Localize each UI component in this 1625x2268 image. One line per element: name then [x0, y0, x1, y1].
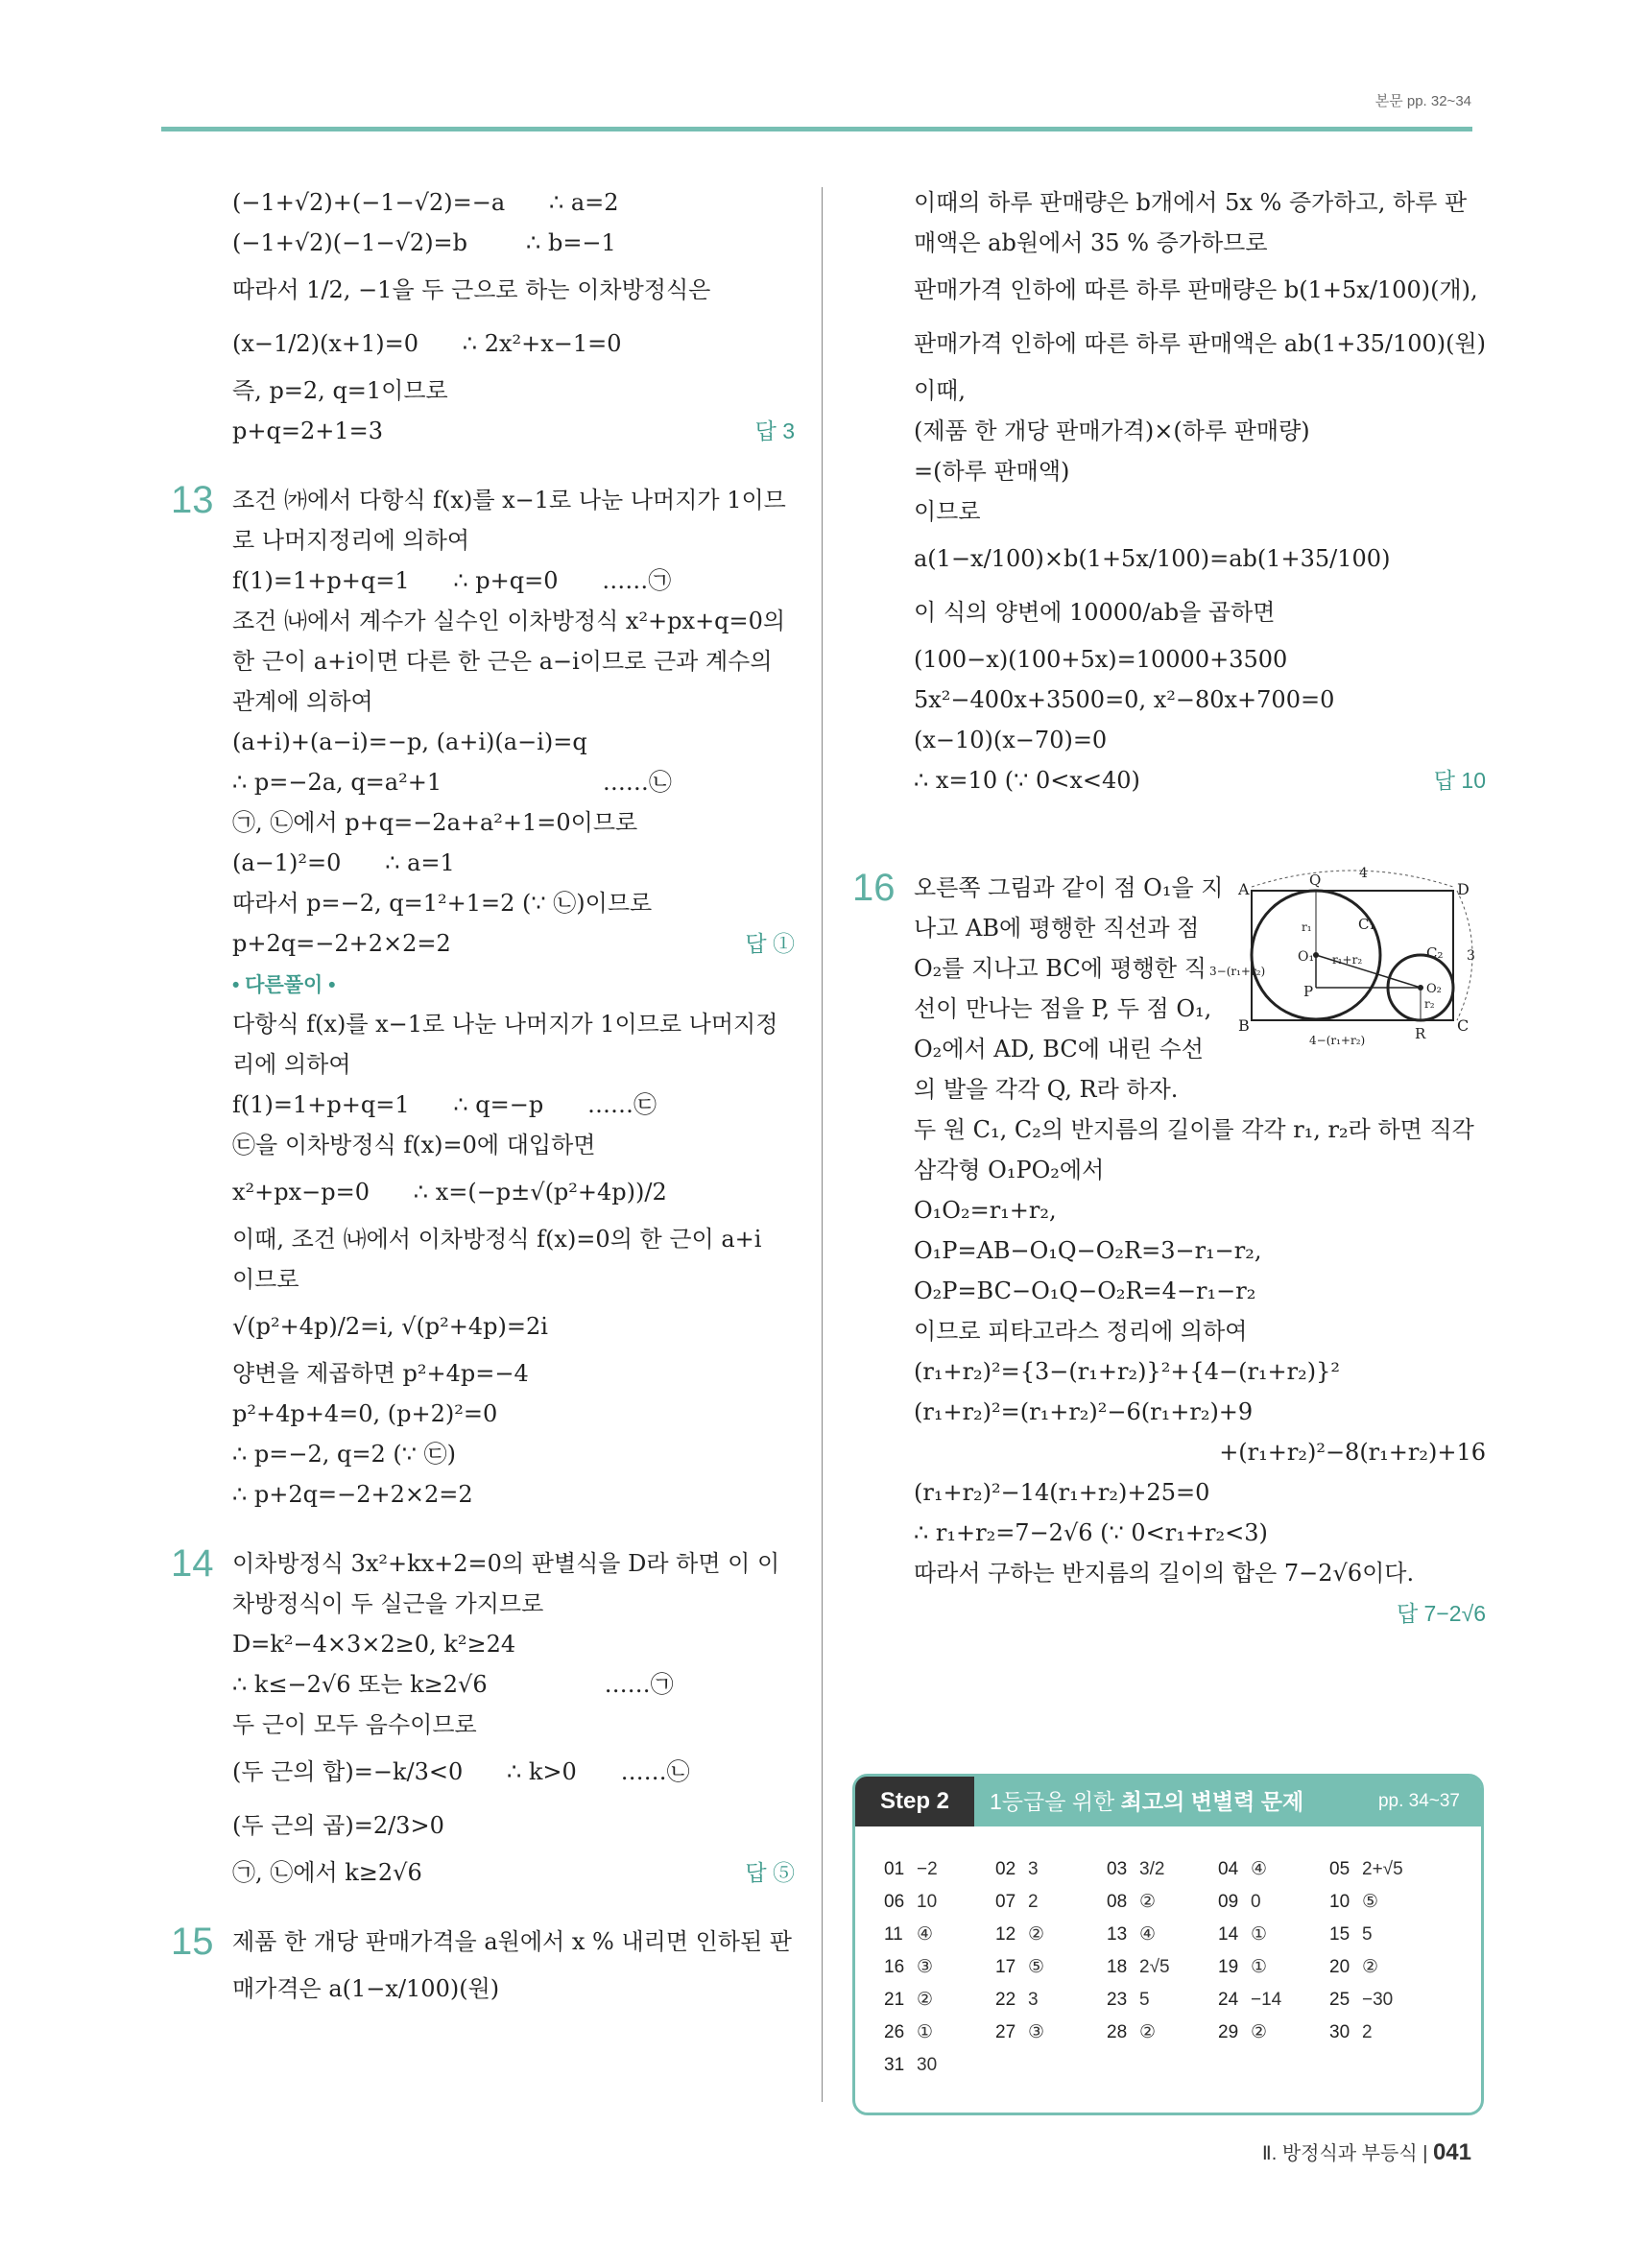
label-c: C	[1457, 1016, 1470, 1035]
step2-answer-number: 15	[1329, 1924, 1350, 1945]
text-line: 관계에 의하여	[232, 688, 373, 715]
label-bottom-length: 4−(r₁+r₂)	[1309, 1034, 1366, 1047]
step2-answer-number: 28	[1107, 2022, 1128, 2042]
step2-answer-value: 3	[1028, 1859, 1039, 1879]
step2-answer-value: ②	[1362, 1957, 1379, 1977]
text-line: ∴ k≤−2√6 또는 k≥2√6 ……㉠	[232, 1671, 674, 1698]
text-line: O₁O₂=r₁+r₂,	[914, 1197, 1057, 1224]
step2-answer-item	[1107, 1919, 1218, 1951]
step2-answer-value: ①	[1251, 1957, 1268, 1977]
step2-answer-item	[1329, 1951, 1460, 1984]
step2-title-bold: 최고의 변별력 문제	[1120, 1789, 1304, 1814]
text-line	[171, 1922, 795, 1962]
text-line: (r₁+r₂)²−14(r₁+r₂)+25=0	[914, 1479, 1210, 1506]
step2-answer-number: 06	[884, 1892, 905, 1912]
text-line: 매액은 ab원에서 35 % 증가하므로	[914, 229, 1268, 256]
label-q: Q	[1309, 871, 1322, 889]
step2-answer-number: 07	[995, 1892, 1016, 1912]
text-line: (두 근의 합)=−k/3<0 ∴ k>0 ……㉡	[232, 1758, 690, 1785]
step2-answer-number: 10	[1329, 1892, 1350, 1912]
step2-answer-item	[995, 1951, 1107, 1984]
step2-answer-number: 13	[1107, 1924, 1128, 1945]
step2-answer-number: 30	[1329, 2022, 1350, 2042]
text-line: (x−1/2)(x+1)=0 ∴ 2x²+x−1=0	[232, 330, 622, 357]
text-line: O₂를 지나고 BC에 평행한 직	[914, 955, 1207, 982]
step2-answer-number: 22	[995, 1990, 1016, 2010]
label-b: B	[1238, 1016, 1250, 1035]
step2-answer-number: 20	[1329, 1957, 1350, 1977]
step2-answer-item	[884, 1886, 995, 1919]
step2-answer-item	[1329, 1984, 1460, 2017]
text-line: 5x²−400x+3500=0, x²−80x+700=0	[914, 686, 1335, 713]
text-line: 두 원 C₁, C₂의 반지름의 길이를 각각 r₁, r₂라 하면 직각	[914, 1116, 1474, 1143]
page-number: 041	[1432, 2139, 1471, 2165]
step2-answer-number: 12	[995, 1924, 1016, 1945]
step2-answer-value: 3	[1028, 1990, 1039, 2010]
step2-answer-item	[995, 2017, 1107, 2049]
step2-answer-item	[1329, 1853, 1460, 1886]
step2-answer-item	[1107, 1951, 1218, 1984]
step2-header	[855, 1777, 1481, 1826]
step2-title-prefix: 1등급을 위한	[990, 1789, 1121, 1814]
text-span: ∴ x=10 (∵ 0<x<40)	[914, 767, 1140, 794]
step2-answer-value: 2+√5	[1362, 1859, 1403, 1879]
text-span: 이차방정식 3x²+kx+2=0의 판별식을 D라 하면 이 이	[232, 1550, 780, 1577]
step2-title	[990, 1777, 1303, 1826]
text-line: +(r₁+r₂)²−8(r₁+r₂)+16	[1219, 1439, 1486, 1466]
text-line: 리에 의하여	[232, 1051, 351, 1078]
text-line: p²+4p+4=0, (p+2)²=0	[232, 1400, 498, 1427]
text-line: (제품 한 개당 판매가격)×(하루 판매량)	[914, 418, 1310, 444]
alt-solution-heading	[171, 964, 795, 1004]
step2-answer-value: 2√5	[1139, 1957, 1170, 1977]
text-line	[171, 1852, 795, 1893]
step2-answer-value: 3/2	[1139, 1859, 1165, 1879]
text-line: (a+i)+(a−i)=−p, (a+i)(a−i)=q	[232, 728, 587, 755]
step2-answer-item	[1107, 1984, 1218, 2017]
text-line: (a−1)²=0 ∴ a=1	[232, 849, 455, 876]
label-d: D	[1457, 880, 1470, 898]
text-line: 선이 만나는 점을 P, 두 점 O₁,	[914, 995, 1212, 1022]
step2-answer-number: 14	[1218, 1924, 1239, 1945]
step2-answer-value: ②	[1028, 1924, 1045, 1945]
step2-answer-item	[995, 1853, 1107, 1886]
page-footer	[1262, 2137, 1471, 2166]
step2-answer-value: 5	[1139, 1990, 1150, 2010]
step2-answer-value: ④	[1139, 1924, 1157, 1945]
text-line: ∴ p=−2, q=2 (∵ ㉢)	[232, 1441, 457, 1468]
text-line: (100−x)(100+5x)=10000+3500	[914, 646, 1288, 673]
step2-answer-box	[852, 1774, 1484, 2115]
step2-answer-value: −30	[1362, 1990, 1394, 2010]
step2-answer-number: 09	[1218, 1892, 1239, 1912]
text-line: ∴ p+2q=−2+2×2=2	[232, 1481, 473, 1508]
text-line: 다항식 f(x)를 x−1로 나눈 나머지가 1이므로 나머지정	[232, 1011, 778, 1038]
text-span: p+q=2+1=3	[232, 418, 383, 444]
text-line: f(1)=1+p+q=1 ∴ p+q=0 ……㉠	[232, 567, 672, 594]
step2-answer-item	[1218, 2017, 1329, 2049]
step2-answer-number: 31	[884, 2055, 905, 2075]
text-line: (두 근의 곱)=2/3>0	[232, 1812, 444, 1839]
step2-answer-number: 21	[884, 1990, 905, 2010]
spacer	[852, 800, 1486, 868]
answer-13: 답 ①	[745, 931, 795, 956]
text-line: √(p²+4p)/2=i, √(p²+4p)=2i	[232, 1313, 548, 1340]
step2-answer-value: 10	[917, 1892, 938, 1912]
text-line	[852, 760, 1486, 800]
step2-answer-value: ⑤	[1362, 1892, 1379, 1912]
step2-answer-value: −2	[917, 1859, 938, 1879]
answer-15: 답 10	[1433, 768, 1486, 793]
step2-answer-item	[995, 1984, 1107, 2017]
step2-answer-number: 24	[1218, 1990, 1239, 2010]
text-line: 나고 AB에 평행한 직선과 점	[914, 915, 1200, 942]
step2-answer-number: 04	[1218, 1859, 1239, 1879]
step2-answer-value: ②	[917, 1990, 934, 2010]
step2-answer-number: 05	[1329, 1859, 1350, 1879]
step2-pages: pp. 34~37	[1377, 1791, 1460, 1811]
step2-answer-value: 2	[1362, 2022, 1373, 2042]
question-number-14: 14	[171, 1542, 214, 1585]
text-line	[852, 868, 1486, 908]
text-line: x²+px−p=0 ∴ x=(−p±√(p²+4p))/2	[232, 1179, 667, 1206]
text-line: 즉, p=2, q=1이므로	[232, 377, 448, 404]
text-line: 이때,	[914, 377, 966, 404]
text-line: 이므로	[914, 498, 981, 525]
step2-answer-value: ③	[917, 1957, 934, 1977]
footer-section: Ⅱ. 방정식과 부등식 |	[1261, 2143, 1433, 2164]
alt-solution-label: • 다른풀이 •	[232, 974, 336, 996]
text-line: 이므로	[232, 1266, 299, 1293]
text-span: p+2q=−2+2×2=2	[232, 930, 451, 957]
step2-answer-value: ①	[1251, 1924, 1268, 1945]
text-line: 삼각형 O₁PO₂에서	[914, 1157, 1105, 1183]
step2-answer-item	[884, 1853, 995, 1886]
step2-answer-number: 01	[884, 1859, 905, 1879]
text-line: 판매가격 인하에 따른 하루 판매액은 ab(1+35/100)(원)	[914, 330, 1487, 357]
text-line: 이므로 피타고라스 정리에 의하여	[914, 1318, 1248, 1345]
step2-answer-number: 18	[1107, 1957, 1128, 1977]
step2-answer-item	[1329, 2017, 1460, 2049]
label-r1r2: r₁+r₂	[1332, 953, 1363, 967]
text-line	[171, 1543, 795, 1584]
text-line: a(1−x/100)×b(1+5x/100)=ab(1+35/100)	[914, 545, 1391, 572]
text-span: 제품 한 개당 판매가격을 a원에서 x % 내리면 인하된 판	[232, 1928, 792, 1955]
step2-answer-item	[1329, 1886, 1460, 1919]
text-line: O₂P=BC−O₁Q−O₂R=4−r₁−r₂	[914, 1277, 1256, 1304]
text-line: (−1+√2)+(−1−√2)=−a ∴ a=2	[232, 189, 619, 216]
step2-answer-item	[1107, 1886, 1218, 1919]
step2-answer-item	[884, 2049, 995, 2082]
right-column	[852, 182, 1486, 1634]
label-a: A	[1238, 880, 1250, 898]
text-line	[171, 480, 795, 520]
text-line: (r₁+r₂)²={3−(r₁+r₂)}²+{4−(r₁+r₂)}²	[914, 1358, 1340, 1385]
text-span: ㉠, ㉡에서 k≥2√6	[232, 1859, 422, 1886]
text-line: O₁P=AB−O₁Q−O₂R=3−r₁−r₂,	[914, 1237, 1262, 1264]
step2-answer-item	[995, 1919, 1107, 1951]
label-r1: r₁	[1302, 920, 1312, 934]
label-left-length: 3−(r₁+r₂)	[1209, 965, 1266, 978]
question-16-block	[852, 868, 1486, 1634]
step2-answer-number: 08	[1107, 1892, 1128, 1912]
text-span: 오른쪽 그림과 같이 점 O₁을 지	[914, 874, 1224, 901]
step2-answer-number: 11	[884, 1924, 903, 1945]
text-line: 판매가격 인하에 따른 하루 판매량은 b(1+5x/100)(개),	[914, 276, 1478, 303]
step2-answer-value: −14	[1251, 1990, 1282, 2010]
step2-answer-item	[1218, 1919, 1329, 1951]
label-top-length: 4	[1359, 866, 1368, 881]
step2-answer-number: 17	[995, 1957, 1016, 1977]
step2-answer-number: 02	[995, 1859, 1016, 1879]
step2-answer-value: 0	[1251, 1892, 1261, 1912]
step2-answer-value: ⑤	[1028, 1957, 1045, 1977]
column-divider	[822, 187, 823, 2102]
step2-answer-value: ②	[1251, 2022, 1268, 2042]
text-line: 양변을 제곱하면 p²+4p=−4	[232, 1360, 529, 1387]
text-line: 이때의 하루 판매량은 b개에서 5x % 증가하고, 하루 판	[914, 189, 1468, 216]
header-rule	[161, 127, 1472, 131]
step2-answer-number: 27	[995, 2022, 1016, 2042]
text-line: 이 식의 양변에 10000/ab을 곱하면	[914, 599, 1276, 626]
text-line: 한 근이 a+i이면 다른 한 근은 a−i이므로 근과 계수의	[232, 648, 773, 675]
text-line: 의 발을 각각 Q, R라 하자.	[914, 1076, 1179, 1103]
question-number-13: 13	[171, 479, 214, 521]
step2-answer-item	[1329, 1919, 1460, 1951]
label-o2: O₂	[1426, 982, 1442, 996]
text-line	[171, 411, 795, 451]
question-number-15: 15	[171, 1921, 214, 1963]
text-line: O₂에서 AD, BC에 내린 수선	[914, 1036, 1204, 1062]
text-line: 따라서 구하는 반지름의 길이의 합은 7−2√6이다.	[914, 1560, 1415, 1587]
spacer	[171, 1515, 795, 1543]
spacer	[171, 1893, 795, 1922]
text-line: (x−10)(x−70)=0	[914, 727, 1108, 753]
text-line: f(1)=1+p+q=1 ∴ q=−p ……㉢	[232, 1091, 657, 1118]
step2-answer-number: 23	[1107, 1990, 1128, 2010]
step2-answer-item	[884, 1951, 995, 1984]
left-column	[171, 182, 795, 2016]
answer-16: 답 7−2√6	[1396, 1601, 1486, 1626]
step2-answer-value: 5	[1362, 1924, 1373, 1945]
label-o1: O₁	[1298, 949, 1315, 965]
label-r: R	[1415, 1025, 1426, 1042]
step2-label: Step 2	[855, 1777, 974, 1826]
text-line: ㉠, ㉡에서 p+q=−2a+a²+1=0이므로	[232, 809, 638, 836]
text-line: 따라서 p=−2, q=1²+1=2 (∵ ㉡)이므로	[232, 890, 653, 917]
spacer	[171, 451, 795, 480]
step2-answer-item	[1218, 1853, 1329, 1886]
step2-answer-item	[1107, 1853, 1218, 1886]
step2-answer-item	[884, 1919, 995, 1951]
label-right-length: 3	[1467, 948, 1475, 964]
step2-answer-item	[884, 1984, 995, 2017]
step2-answer-value: ③	[1028, 2022, 1045, 2042]
step2-answer-number: 03	[1107, 1859, 1128, 1879]
text-line: 로 나머지정리에 의하여	[232, 527, 470, 554]
step2-answer-item	[1218, 1984, 1329, 2017]
step2-answer-item	[995, 1886, 1107, 1919]
page-reference: 본문 pp. 32~34	[1374, 93, 1471, 109]
step2-answer-value: 2	[1028, 1892, 1039, 1912]
step2-answer-value: ②	[1139, 1892, 1157, 1912]
step2-answer-item	[1218, 1886, 1329, 1919]
step2-answer-number: 29	[1218, 2022, 1239, 2042]
question-number-16: 16	[852, 867, 896, 909]
text-span: 조건 ㈎에서 다항식 f(x)를 x−1로 나눈 나머지가 1이므	[232, 487, 786, 513]
answer-14: 답 ⑤	[745, 1860, 795, 1885]
label-c1: C₁	[1358, 916, 1375, 933]
text-line: ∴ p=−2a, q=a²+1 ……㉡	[232, 769, 672, 796]
text-line: 두 근이 모두 음수이므로	[232, 1711, 477, 1738]
text-line: ∴ r₁+r₂=7−2√6 (∵ 0<r₁+r₂<3)	[914, 1519, 1268, 1546]
step2-answer-grid	[884, 1853, 1460, 2082]
answer-12: 답 3	[754, 418, 795, 443]
text-line: 매가격은 a(1−x/100)(원)	[232, 1975, 500, 2002]
text-line: 조건 ㈏에서 계수가 실수인 이차방정식 x²+px+q=0의	[232, 608, 786, 634]
text-line: =(하루 판매액)	[914, 458, 1070, 485]
label-c2: C₂	[1426, 944, 1444, 962]
text-line: (r₁+r₂)²=(r₁+r₂)²−6(r₁+r₂)+9	[914, 1398, 1254, 1425]
step2-answer-value: ④	[917, 1924, 934, 1945]
step2-answer-value: ①	[917, 2022, 934, 2042]
step2-answer-item	[1218, 1951, 1329, 1984]
step2-answer-value: 30	[917, 2055, 938, 2075]
text-line: ㉢을 이차방정식 f(x)=0에 대입하면	[232, 1132, 596, 1158]
text-line	[171, 923, 795, 964]
text-line: (−1+√2)(−1−√2)=b ∴ b=−1	[232, 229, 616, 256]
step2-answer-item	[1107, 2017, 1218, 2049]
step2-answer-number: 26	[884, 2022, 905, 2042]
step2-answer-number: 16	[884, 1957, 905, 1977]
label-p: P	[1303, 983, 1314, 1000]
step2-answer-number: 19	[1218, 1957, 1239, 1977]
step2-answer-item	[884, 2017, 995, 2049]
text-line	[852, 1593, 1486, 1634]
step2-answer-value: ②	[1139, 2022, 1157, 2042]
label-r2: r₂	[1424, 997, 1435, 1011]
text-line: 이때, 조건 ㈏에서 이차방정식 f(x)=0의 한 근이 a+i	[232, 1226, 762, 1253]
step2-answer-number: 25	[1329, 1990, 1350, 2010]
text-line: 차방정식이 두 실근을 가지므로	[232, 1590, 544, 1617]
text-line: D=k²−4×3×2≥0, k²≥24	[232, 1631, 516, 1658]
step2-answer-value: ④	[1251, 1859, 1268, 1879]
text-line: 따라서 1/2, −1을 두 근으로 하는 이차방정식은	[232, 276, 711, 303]
